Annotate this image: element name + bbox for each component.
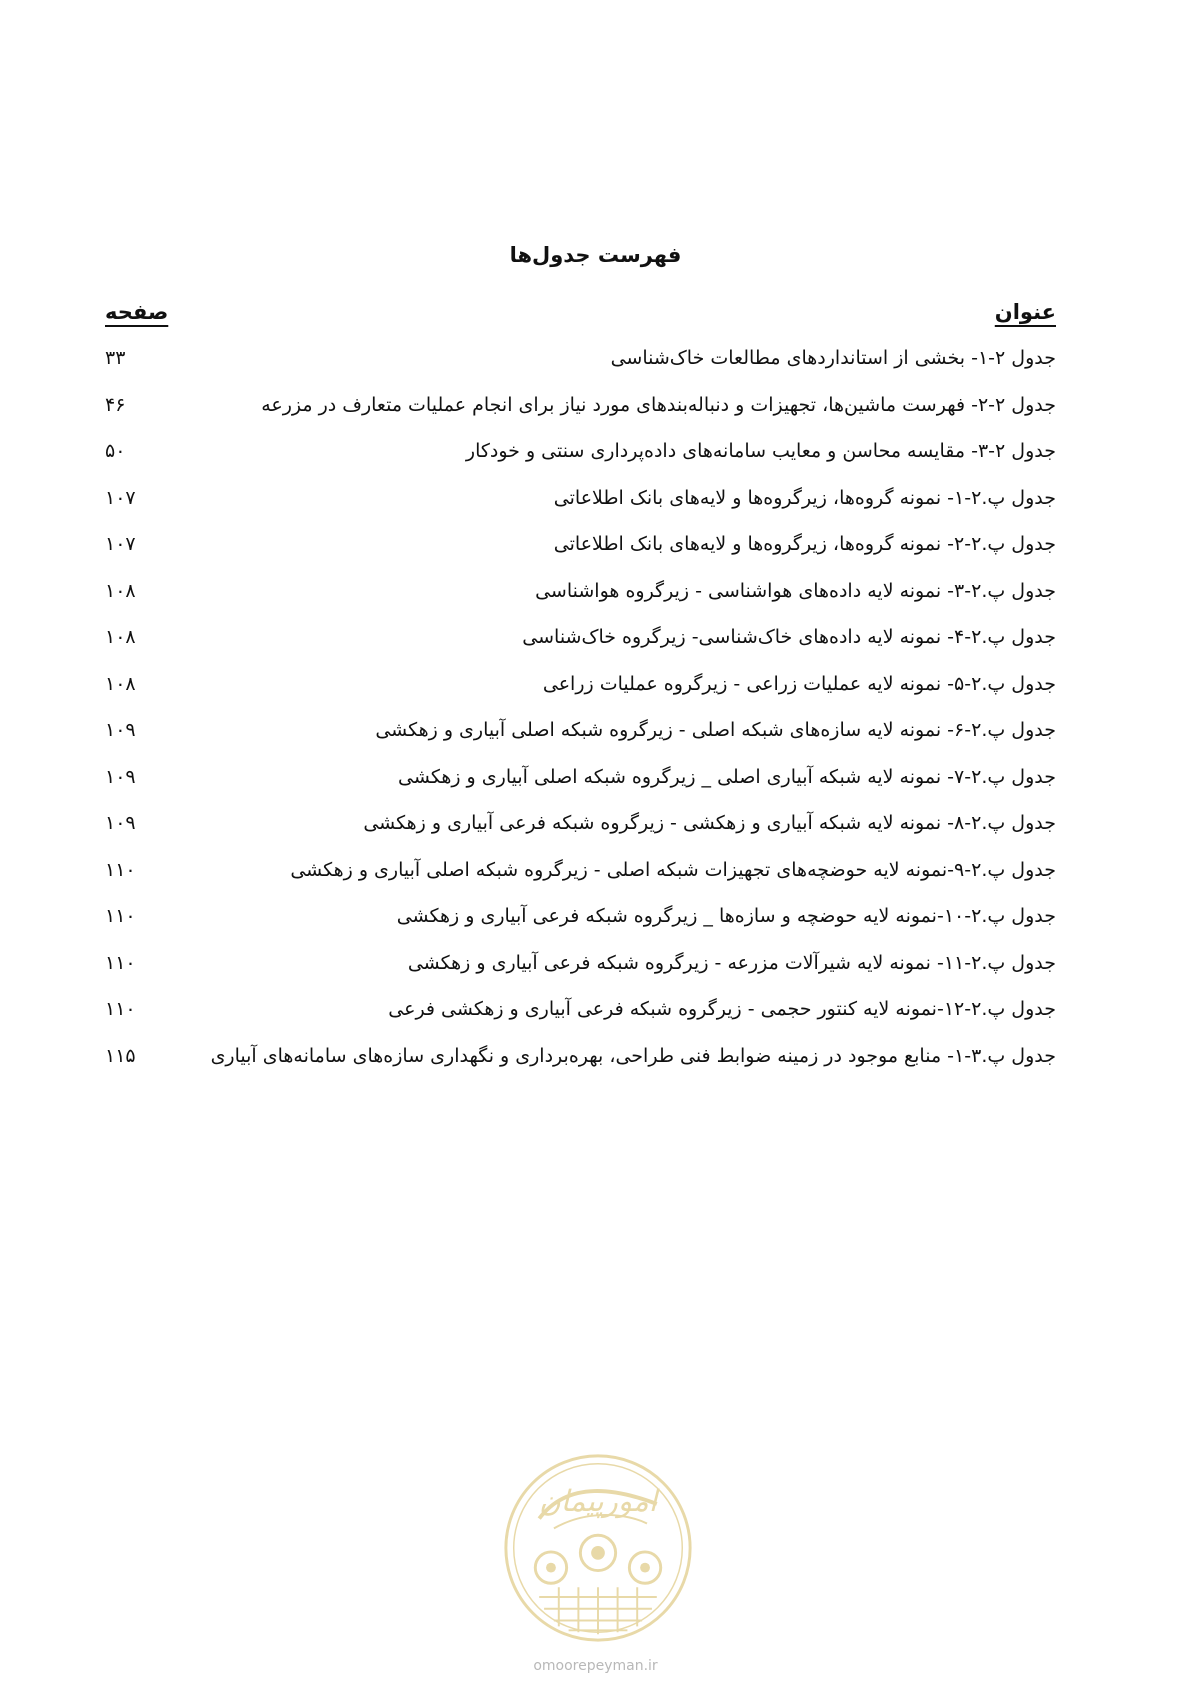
table-of-contents-list	[105, 345, 1056, 1089]
toc-entry[interactable]	[105, 950, 1056, 997]
toc-entry-page: ۱۱۵	[105, 1044, 136, 1067]
toc-entry-page: ۵۰	[105, 440, 126, 462]
toc-entry[interactable]	[105, 996, 1056, 1043]
toc-entry-page: ۱۰۷	[105, 486, 136, 509]
toc-entry-page: ۱۱۰	[105, 951, 136, 974]
toc-entry-page: ۱۰۹	[105, 812, 136, 834]
toc-entry[interactable]	[105, 671, 1056, 718]
toc-entry-title: جدول پ.۲-۳- نمونه لایه داده‌های هواشناسی - زیرگروه هواشناسی	[535, 579, 1056, 602]
toc-entry[interactable]	[105, 345, 1056, 392]
toc-entry[interactable]	[105, 764, 1056, 811]
toc-entry[interactable]	[105, 810, 1056, 857]
toc-entry-page: ۳۳	[105, 347, 126, 369]
page-title: فهرست جدول‌ها	[509, 243, 682, 267]
toc-entry[interactable]	[105, 438, 1056, 485]
title-column-header: عنوان	[994, 300, 1056, 324]
toc-entry-title: جدول پ.۲-۴- نمونه لایه داده‌های خاک‌شناسی- زیرگروه خاک‌شناسی	[522, 626, 1056, 648]
toc-entry[interactable]	[105, 392, 1056, 439]
toc-entry-page: ۱۱۰	[105, 858, 136, 881]
toc-entry-title: جدول پ.۲-۵- نمونه لایه عملیات زراعی - زیرگروه عملیات زراعی	[542, 672, 1056, 695]
toc-entry[interactable]	[105, 717, 1056, 764]
toc-entry-page: ۱۰۸	[105, 626, 136, 648]
toc-entry-title: جدول ۲-۳- مقایسه محاسن و معایب سامانه‌های داده‌پرداری سنتی و خودکار	[465, 440, 1056, 462]
toc-entry-page: ۱۰۸	[105, 672, 136, 695]
toc-entry-title: جدول پ.۲-۷- نمونه لایه شبکه آبیاری اصلی _ زیرگروه شبکه اصلی آبیاری و زهکشی	[398, 765, 1056, 788]
toc-entry[interactable]	[105, 903, 1056, 950]
toc-entry-title: جدول پ.۲-۲- نمونه گروه‌ها، زیرگروه‌ها و لایه‌های بانک اطلاعاتی	[553, 533, 1056, 555]
watermark-logo-icon	[500, 1450, 696, 1646]
toc-entry-page: ۱۰۹	[105, 719, 136, 741]
watermark-site-text: omoorepeyman.ir	[533, 1658, 658, 1674]
toc-entry-title: جدول پ.۲-۹-نمونه لایه حوضچه‌های تجهیزات شبکه اصلی - زیرگروه شبکه اصلی آبیاری و زهکشی	[290, 858, 1056, 881]
toc-entry-title: جدول پ.۲-۸- نمونه لایه شبکه آبیاری و زهکشی - زیرگروه شبکه فرعی آبیاری و زهکشی	[363, 812, 1056, 834]
toc-entry-title: جدول ۲-۲- فهرست ماشین‌ها، تجهیزات و دنباله‌بندهای مورد نیاز برای انجام عملیات متعارف در مزرعه	[261, 393, 1056, 416]
toc-entry-page: ۱۰۹	[105, 765, 136, 788]
toc-entry-title: جدول پ.۳-۱- منابع موجود در زمینه ضوابط فنی طراحی، بهره‌برداری و نگهداری سازه‌های سامانه‌های آبیاری	[210, 1044, 1056, 1067]
page-column-header: صفحه	[105, 300, 169, 324]
toc-entry-page: ۴۶	[105, 393, 126, 416]
toc-entry[interactable]	[105, 531, 1056, 578]
toc-entry-page: ۱۰۸	[105, 579, 136, 602]
toc-entry-title: جدول پ.۲-۱- نمونه گروه‌ها، زیرگروه‌ها و لایه‌های بانک اطلاعاتی	[553, 486, 1056, 509]
toc-entry-title: جدول پ.۲-۱۰-نمونه لایه حوضچه و سازه‌ها _ زیرگروه شبکه فرعی آبیاری و زهکشی	[396, 905, 1056, 927]
toc-entry-page: ۱۱۰	[105, 998, 136, 1020]
toc-entry-title: جدول ۲-۱- بخشی از استانداردهای مطالعات خاک‌شناسی	[610, 347, 1056, 369]
toc-entry-title: جدول پ.۲-۱۲-نمونه لایه کنتور حجمی - زیرگروه شبکه فرعی آبیاری و زهکشی فرعی	[388, 998, 1056, 1020]
toc-entry[interactable]	[105, 578, 1056, 625]
toc-entry[interactable]	[105, 485, 1056, 532]
toc-entry[interactable]	[105, 857, 1056, 904]
toc-entry-page: ۱۱۰	[105, 905, 136, 927]
toc-entry[interactable]	[105, 1043, 1056, 1090]
toc-entry[interactable]	[105, 624, 1056, 671]
toc-entry-page: ۱۰۷	[105, 533, 136, 555]
watermark-logo-text: امورپیمان	[539, 1483, 657, 1518]
toc-entry-title: جدول پ.۲-۱۱- نمونه لایه شیرآلات مزرعه - زیرگروه شبکه فرعی آبیاری و زهکشی	[407, 951, 1056, 974]
toc-entry-title: جدول پ.۲-۶- نمونه لایه سازه‌های شبکه اصلی - زیرگروه شبکه اصلی آبیاری و زهکشی	[375, 719, 1056, 741]
